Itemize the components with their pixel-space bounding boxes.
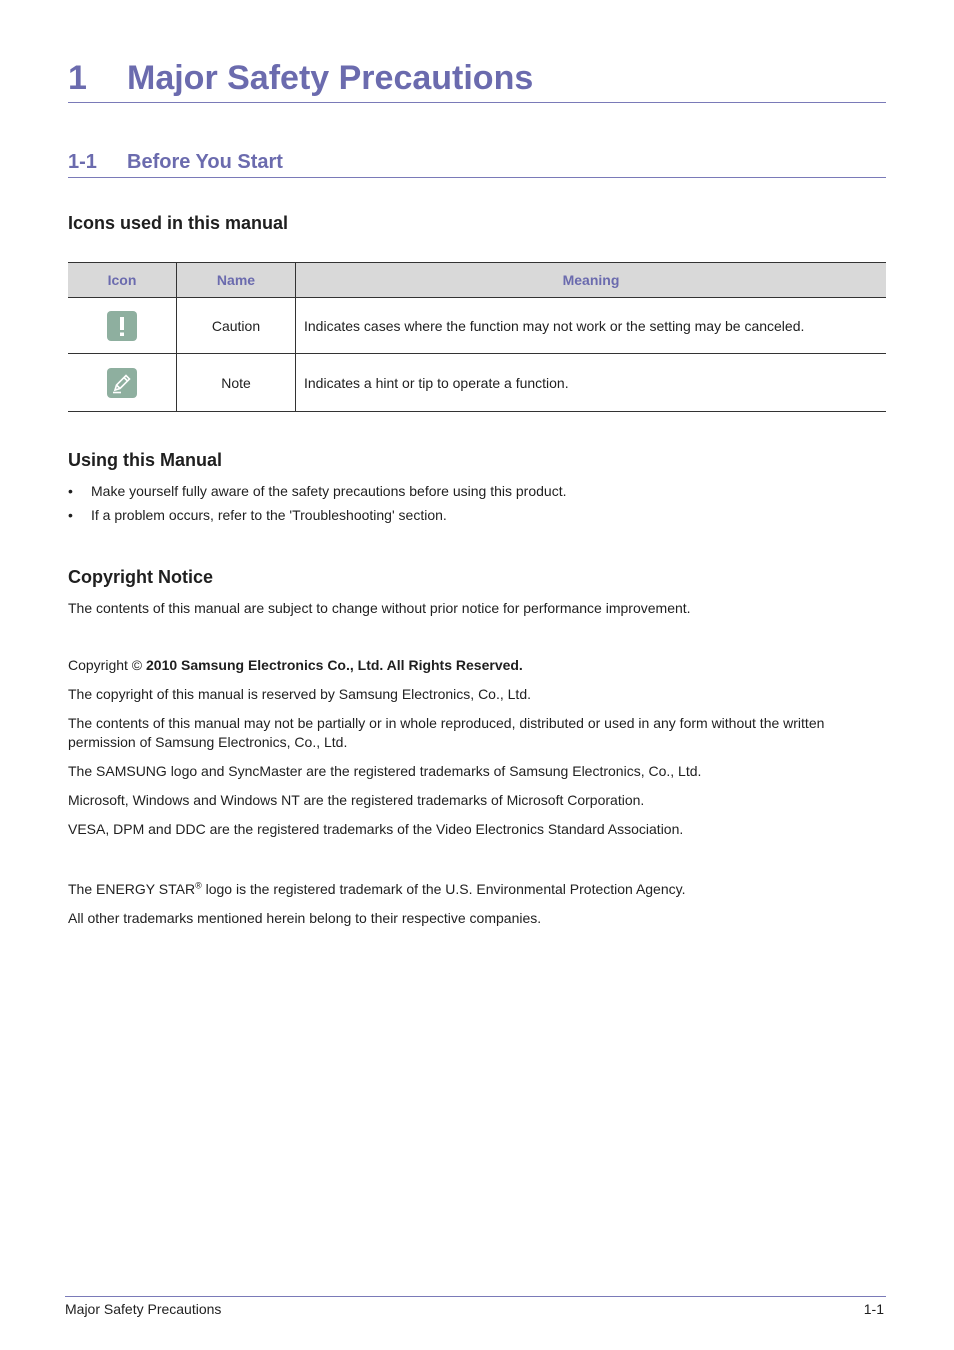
icons-heading: Icons used in this manual — [68, 213, 289, 233]
bullet-icon: • — [68, 507, 73, 523]
copyright-line: VESA, DPM and DDC are the registered trademarks of the Video Electronics Standard Association. — [68, 821, 684, 837]
page-number: 1-1 — [863, 1301, 884, 1317]
copyright-heading: Copyright Notice — [68, 567, 214, 587]
copyright-line: Microsoft, Windows and Windows NT are the registered trademarks of Microsoft Corporation. — [68, 792, 645, 808]
copyright-owner: 2010 Samsung Electronics Co., Ltd. All Rights Reserved. — [146, 657, 523, 673]
note-pencil-icon — [107, 368, 137, 398]
table-row — [68, 298, 886, 354]
caution-icon — [107, 311, 137, 341]
chapter-title — [68, 58, 886, 103]
list-item-text: If a problem occurs, refer to the 'Troubleshooting' section. — [91, 507, 447, 523]
using-manual-heading: Using this Manual — [68, 450, 223, 470]
section-title-text: Before You Start — [127, 151, 283, 173]
copyright-line: The copyright of this manual is reserved by Samsung Electronics, Co., Ltd. — [68, 686, 531, 702]
table-cell-name: Note — [177, 354, 296, 412]
section-title — [68, 150, 886, 178]
copyright-intro: The contents of this manual are subject to change without prior notice for performance improvement. — [68, 600, 691, 616]
chapter-title-text: Major Safety Precautions — [127, 59, 534, 97]
using-manual-list — [68, 482, 566, 530]
list-item — [68, 506, 566, 530]
table-cell-icon — [68, 354, 177, 412]
list-item — [68, 482, 566, 506]
trademarks-line: All other trademarks mentioned herein belong to their respective companies. — [68, 910, 542, 926]
table-row — [68, 354, 886, 412]
energy-star-line — [68, 880, 886, 899]
table-header-meaning: Meaning — [296, 263, 887, 298]
table-cell-icon — [68, 298, 177, 354]
list-item-text: Make yourself fully aware of the safety precautions before using this product. — [91, 483, 567, 499]
page-footer — [65, 1296, 886, 1317]
table-header-icon: Icon — [68, 263, 177, 298]
copyright-prefix: Copyright © — [68, 657, 147, 673]
table-cell-meaning: Indicates a hint or tip to operate a function. — [296, 354, 887, 412]
energy-star-prefix: The ENERGY STAR — [68, 881, 196, 897]
table-header-row — [68, 263, 886, 298]
energy-star-suffix: logo is the registered trademark of the U.S. Environmental Protection Agency. — [201, 881, 686, 897]
footer-title: Major Safety Precautions — [65, 1301, 222, 1317]
copyright-statement — [68, 656, 886, 675]
chapter-number: 1 — [68, 59, 87, 97]
table-cell-meaning: Indicates cases where the function may not work or the setting may be canceled. — [296, 298, 887, 354]
table-cell-name: Caution — [177, 298, 296, 354]
section-number: 1-1 — [68, 151, 97, 173]
table-header-name: Name — [177, 263, 296, 298]
copyright-line: The contents of this manual may not be partially or in whole reproduced, distributed or used in any form without the written permission of Samsung Electronics, Co., Ltd. — [68, 715, 825, 750]
icons-table — [68, 262, 886, 412]
copyright-line: The SAMSUNG logo and SyncMaster are the registered trademarks of Samsung Electronics, Co., Ltd. — [68, 763, 702, 779]
registered-mark: ® — [195, 880, 202, 891]
bullet-icon: • — [68, 483, 73, 499]
